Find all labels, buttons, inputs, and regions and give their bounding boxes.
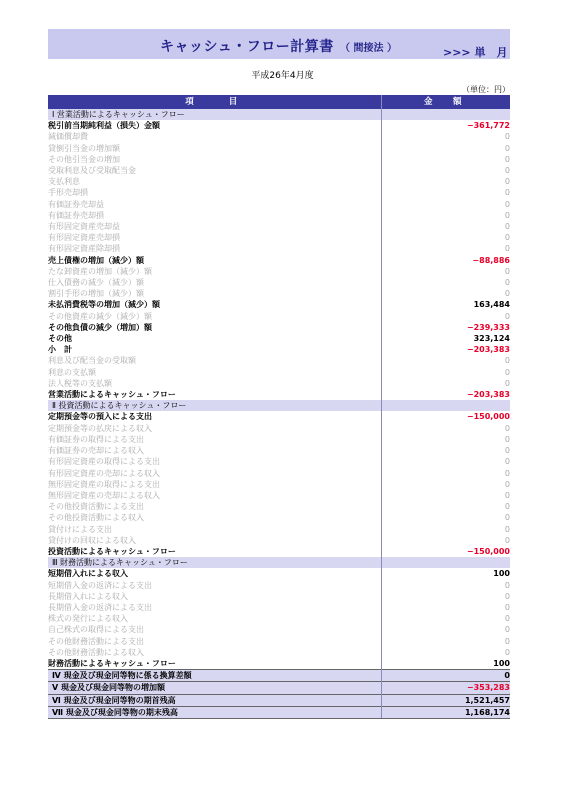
row-label: 定期預金等の預入による支出: [48, 412, 152, 422]
row-label: 短期借入れによる収入: [48, 569, 128, 579]
row-amount: 0: [381, 501, 510, 512]
row-amount: 0: [381, 165, 510, 176]
table-row: [48, 468, 510, 479]
row-label: 有形固定資産売却損: [48, 233, 120, 243]
table-row: [48, 288, 510, 299]
row-amount: 0: [381, 243, 510, 254]
row-amount: 0: [381, 490, 510, 501]
row-label: 法人税等の支払額: [48, 378, 112, 388]
table-row: [48, 143, 510, 154]
column-header-amount: 金 額: [381, 95, 510, 109]
row-label: 株式の発行による収入: [48, 614, 128, 624]
row-label: 減価償却費: [48, 132, 88, 142]
table-row: [48, 266, 510, 277]
table-row: [48, 591, 510, 602]
table-row: [48, 378, 510, 389]
table-row: [48, 120, 510, 131]
table-row: [48, 445, 510, 456]
row-label: その他: [48, 334, 72, 344]
table-row: [48, 682, 510, 694]
table-row: [48, 479, 510, 490]
row-amount: 0: [381, 232, 510, 243]
table-row: [48, 524, 510, 535]
row-amount: −353,283: [381, 682, 510, 694]
row-label: その他財務活動による支出: [48, 636, 144, 646]
table-row: [48, 389, 510, 400]
row-label: 利息の支払額: [48, 367, 96, 377]
table-row: [48, 255, 510, 266]
row-label: その他負債の減少（増加）額: [48, 322, 152, 332]
row-amount: 0: [381, 143, 510, 154]
table-row: [48, 221, 510, 232]
row-label: Ⅵ 現金及び現金同等物の期首残高: [48, 694, 381, 706]
row-label: 営業活動によるキャッシュ・フロー: [48, 390, 176, 400]
row-label: 投資活動によるキャッシュ・フロー: [48, 546, 176, 556]
row-amount: 0: [381, 479, 510, 490]
row-label: Ⅶ 現金及び現金同等物の期末残高: [48, 706, 381, 718]
row-label: 無形固定資産の取得による支出: [48, 479, 160, 489]
cash-flow-table: [48, 95, 510, 719]
row-label: 手形売却損: [48, 188, 88, 198]
report-method: （ 間接法 ）: [340, 43, 397, 54]
table-row: [48, 131, 510, 142]
report-title: キャッシュ・フロー計算書: [160, 39, 334, 55]
row-label: Ⅳ 現金及び現金同等物に係る換算差額: [48, 670, 381, 682]
table-row: [48, 624, 510, 635]
row-label: その他資産の減少（減少）額: [48, 311, 152, 321]
row-amount: 0: [381, 266, 510, 277]
row-label: その他財務活動による収入: [48, 647, 144, 657]
table-row: [48, 602, 510, 613]
table-row: [48, 613, 510, 624]
row-label: 長期借入金の返済による支出: [48, 602, 152, 612]
row-amount: 0: [381, 210, 510, 221]
row-amount: −203,383: [381, 344, 510, 355]
table-row: [48, 580, 510, 591]
row-label: 貸倒引当金の増加額: [48, 143, 120, 153]
table-row: [48, 490, 510, 501]
row-amount: 163,484: [381, 299, 510, 310]
table-row: [48, 311, 510, 322]
row-amount: −150,000: [381, 546, 510, 557]
table-row: [48, 694, 510, 706]
table-row: [48, 344, 510, 355]
row-amount: 0: [381, 434, 510, 445]
row-label: 有価証券の売却による収入: [48, 446, 144, 456]
row-label: 財務活動によるキャッシュ・フロー: [48, 658, 176, 668]
table-row: [48, 199, 510, 210]
table-row: [48, 165, 510, 176]
row-amount: 0: [381, 535, 510, 546]
row-label: その他投資活動による収入: [48, 513, 144, 523]
row-amount: [381, 400, 510, 411]
row-amount: 0: [381, 423, 510, 434]
row-label: 有価証券の取得による支出: [48, 434, 144, 444]
table-row: [48, 367, 510, 378]
row-label: 有形固定資産売却益: [48, 222, 120, 232]
row-amount: 0: [381, 221, 510, 232]
row-amount: 0: [381, 378, 510, 389]
table-row: [48, 333, 510, 344]
row-amount: 100: [381, 658, 510, 670]
table-row: [48, 210, 510, 221]
column-header-item: 項 目: [48, 95, 381, 109]
row-amount: −239,333: [381, 322, 510, 333]
row-amount: 1,168,174: [381, 706, 510, 718]
row-amount: 0: [381, 445, 510, 456]
row-amount: 0: [381, 187, 510, 198]
row-amount: 1,521,457: [381, 694, 510, 706]
row-label: Ⅰ 営業活動によるキャッシュ・フロー: [48, 109, 381, 120]
row-label: 短期借入金の返済による支出: [48, 580, 152, 590]
row-label: 未払消費税等の増加（減少）額: [48, 300, 160, 310]
row-label: 売上債権の増加（減少）額: [48, 255, 144, 265]
row-amount: 0: [381, 311, 510, 322]
table-row: [48, 400, 510, 411]
row-amount: 0: [381, 613, 510, 624]
table-row: [48, 423, 510, 434]
table-row: [48, 322, 510, 333]
row-amount: 100: [381, 568, 510, 579]
unit-label: （単位：円）: [462, 85, 510, 94]
table-row: [48, 434, 510, 445]
table-row: [48, 277, 510, 288]
row-amount: 0: [381, 591, 510, 602]
table-row: [48, 176, 510, 187]
row-amount: 0: [381, 456, 510, 467]
row-amount: 0: [381, 512, 510, 523]
row-amount: 0: [381, 176, 510, 187]
row-amount: 0: [381, 199, 510, 210]
table-row: [48, 535, 510, 546]
table-row: [48, 299, 510, 310]
report-date: 平成26年4月度: [251, 71, 314, 81]
row-label: Ⅴ 現金及び現金同等物の増加額: [48, 682, 381, 694]
row-label: 有価証券売却損: [48, 210, 104, 220]
row-amount: 0: [381, 624, 510, 635]
row-label: 長期借入れによる収入: [48, 591, 128, 601]
row-amount: −361,772: [381, 120, 510, 131]
row-label: 有形固定資産の売却による収入: [48, 468, 160, 478]
table-row: [48, 647, 510, 658]
row-amount: 0: [381, 288, 510, 299]
period-label: >>> 単 月: [443, 46, 508, 59]
table-row: [48, 546, 510, 557]
row-amount: 0: [381, 636, 510, 647]
row-amount: 0: [381, 524, 510, 535]
row-amount: −150,000: [381, 411, 510, 422]
row-amount: 0: [381, 602, 510, 613]
row-label: 小 計: [48, 345, 72, 355]
table-row: [48, 501, 510, 512]
table-row: [48, 243, 510, 254]
row-label: 有形固定資産除却損: [48, 244, 120, 254]
row-amount: 323,124: [381, 333, 510, 344]
table-row: [48, 456, 510, 467]
table-row: [48, 232, 510, 243]
table-row: [48, 355, 510, 366]
row-label: その他引当金の増加: [48, 154, 120, 164]
row-amount: 0: [381, 154, 510, 165]
row-label: 有形固定資産の取得による支出: [48, 457, 160, 467]
row-amount: 0: [381, 647, 510, 658]
table-row: [48, 109, 510, 120]
row-label: 税引前当期純利益（損失）金額: [48, 121, 160, 131]
table-body: [48, 109, 510, 718]
row-amount: 0: [381, 580, 510, 591]
table-header-row: [48, 95, 510, 109]
table-row: [48, 187, 510, 198]
table-row: [48, 636, 510, 647]
table-row: [48, 706, 510, 718]
row-label: 自己株式の取得による支出: [48, 625, 144, 635]
row-amount: 0: [381, 670, 510, 682]
row-label: 仕入債務の減少（減少）額: [48, 278, 144, 288]
row-amount: [381, 109, 510, 120]
row-label: その他投資活動による支出: [48, 502, 144, 512]
table-row: [48, 670, 510, 682]
row-label: たな卸資産の増加（減少）額: [48, 266, 152, 276]
table-row: [48, 411, 510, 422]
row-label: 利息及び配当金の受取額: [48, 356, 136, 366]
table-row: [48, 154, 510, 165]
row-label: 支払利息: [48, 177, 80, 187]
table-row: [48, 557, 510, 568]
row-label: 受取利息及び受取配当金: [48, 166, 136, 176]
table-row: [48, 658, 510, 670]
row-amount: 0: [381, 468, 510, 479]
row-label: 有価証券売却益: [48, 199, 104, 209]
row-label: Ⅲ 財務活動によるキャッシュ・フロー: [48, 557, 381, 568]
row-label: 定期預金等の払戻による収入: [48, 423, 152, 433]
row-amount: −88,886: [381, 255, 510, 266]
row-label: 貸付けの回収による収入: [48, 535, 136, 545]
row-label: Ⅱ 投資活動によるキャッシュ・フロー: [48, 400, 381, 411]
table-row: [48, 568, 510, 579]
row-amount: 0: [381, 277, 510, 288]
row-label: 無形固定資産の売却による収入: [48, 490, 160, 500]
row-amount: 0: [381, 355, 510, 366]
row-label: 割引手形の増加（減少）額: [48, 289, 144, 299]
row-label: 貸付けによる支出: [48, 524, 112, 534]
table-row: [48, 512, 510, 523]
row-amount: 0: [381, 131, 510, 142]
row-amount: −203,383: [381, 389, 510, 400]
row-amount: 0: [381, 367, 510, 378]
row-amount: [381, 557, 510, 568]
